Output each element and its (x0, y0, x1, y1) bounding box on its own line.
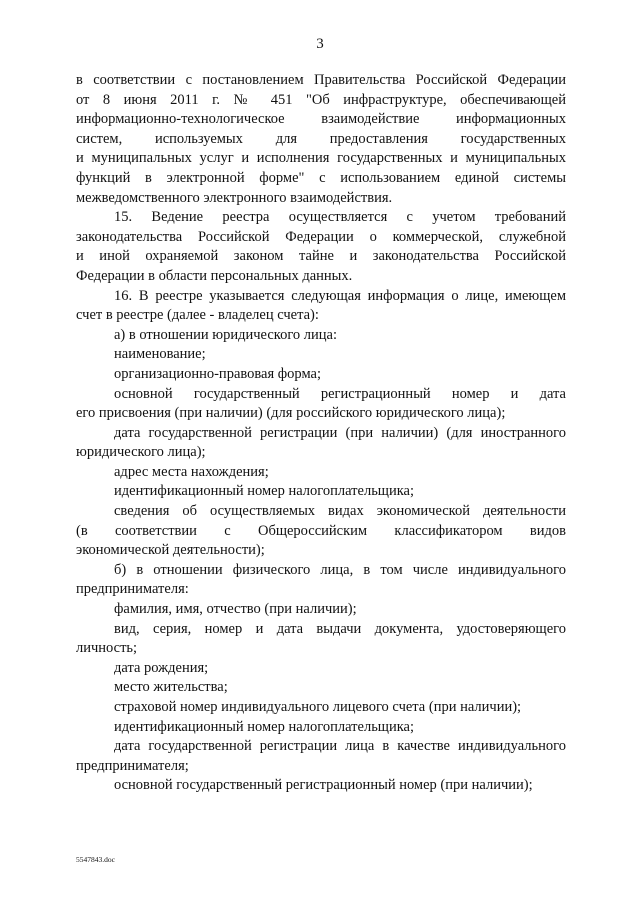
text-line: дата государственной регистрации лица в качестве индивидуального (114, 738, 566, 755)
text-line: в соответствии с постановлением Правительства Российской Федерации (76, 72, 566, 88)
text-line: законодательства Российской Федерации о коммерческой, служебной (76, 228, 566, 245)
text-line: систем, используемых для предоставления государственных (76, 130, 566, 147)
text-line: сведения об осуществляемых видах экономической деятельности (114, 503, 566, 520)
text-line: б) в отношении физического лица, в том числе индивидуального (114, 561, 566, 578)
text-line: дата государственной регистрации (при наличии) (для иностранного (114, 424, 566, 441)
text-line: основной государственный регистрационный номер (при наличии); (114, 777, 533, 794)
text-line: личность; (76, 640, 138, 657)
text-line: и иной охраняемой законом тайне и законодательства Российской (76, 248, 566, 265)
text-line: вид, серия, номер и дата выдачи документа, удостоверяющего (114, 620, 566, 637)
text-line: фамилия, имя, отчество (при наличии); (114, 601, 357, 618)
text-line: страховой номер индивидуального лицевого счета (при наличии); (114, 699, 522, 715)
text-line: межведомственного электронного взаимодействия. (76, 189, 393, 206)
text-line: адрес места нахождения; (114, 463, 269, 480)
text-line: наименование; (114, 346, 206, 363)
text-line: предпринимателя; (76, 757, 189, 774)
text-line: основной государственный регистрационный номер и дата (114, 385, 566, 402)
text-line: и муниципальных услуг и исполнения государственных и муниципальных (76, 150, 566, 167)
text-line: (в соответствии с Общероссийским классификатором видов (76, 522, 566, 539)
text-line: дата рождения; (114, 659, 209, 676)
text-line: идентификационный номер налогоплательщика; (114, 718, 415, 735)
text-line: функций в электронной форме" с использованием единой системы (76, 169, 566, 186)
text-line: его присвоения (при наличии) (для российского юридического лица); (76, 405, 506, 422)
text-line: счет в реестре (далее - владелец счета): (76, 307, 319, 324)
text-line: предпринимателя: (76, 581, 189, 598)
text-line: а) в отношении юридического лица: (114, 326, 338, 343)
text-line: от 8 июня 2011 г. № 451 "Об инфраструктуре, обеспечивающей (76, 91, 566, 108)
text-line: место жительства; (114, 679, 228, 696)
text-line: экономической деятельности); (76, 542, 265, 559)
text-line: 15. Ведение реестра осуществляется с учетом требований (114, 209, 566, 226)
document-body (76, 71, 566, 796)
text-line: 16. В реестре указывается следующая информация о лице, имеющем (114, 287, 566, 304)
text-line: идентификационный номер налогоплательщика; (114, 483, 415, 500)
footer-filename: 5547843.doc (76, 855, 115, 864)
text-line: Федерации в области персональных данных. (76, 267, 353, 284)
text-line: информационно-технологическое взаимодействие информационных (76, 111, 566, 128)
text-line: юридического лица); (76, 444, 206, 461)
page-number: 3 (316, 36, 324, 52)
text-line: организационно-правовая форма; (114, 365, 321, 382)
